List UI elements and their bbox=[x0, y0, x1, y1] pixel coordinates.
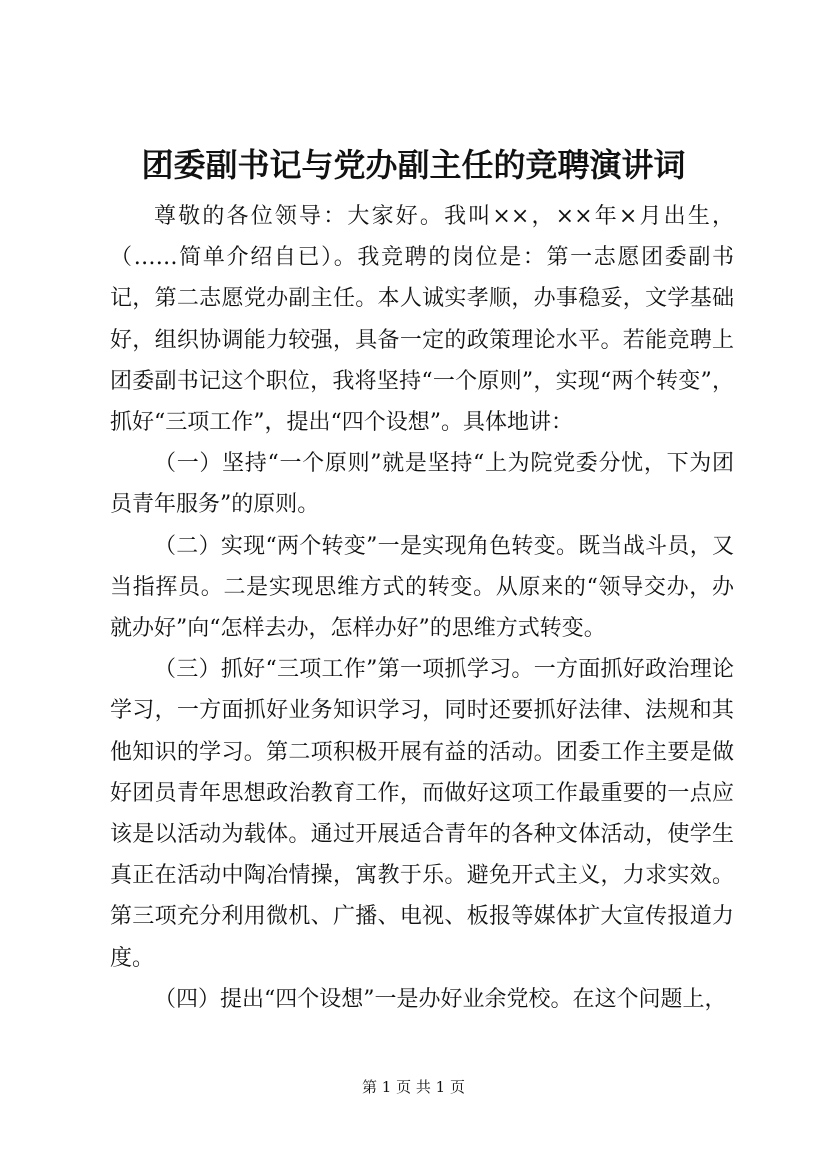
paragraph-opening: 尊敬的各位领导：大家好。我叫××，××年×月出生，（……简单介绍自已）。我竞聘的岗位是：第一志愿团委副书记，第二志愿党办副主任。本人诚实孝顺，办事稳妥，文学基础好，组织协调能力较强，具备一定的政策理论水平。若能竞聘上团委副书记这个职位，我将坚持“一个原则”，实现“两个转变”，抓好“三项工作”，提出“四个设想”。具体地讲： bbox=[110, 204, 734, 436]
paragraph-principle: （一）坚持“一个原则”就是坚持“上为院党委分忧，下为团员青年服务”的原则。 bbox=[110, 451, 734, 518]
document-title: 团委副书记与党办副主任的竞聘演讲词 bbox=[141, 146, 686, 184]
paragraph-three-tasks: （三）抓好“三项工作”第一项抓学习。一方面抓好政治理论学习，一方面抓好业务知识学习，同时还要抓好法律、法规和其他知识的学习。第二项积极开展有益的活动。团委工作主要是做好团员青年思想政治教育工作，而做好这项工作最重要的一点应该是以活动为载体。通过开展适合青年的各种文体活动，使学生真正在活动中陶冶情操，寓教于乐。避免开式主义，力求实效。第三项充分利用微机、广播、电视、板报等媒体扩大宣传报道力度。 bbox=[110, 657, 734, 971]
paragraph-four-ideas: （四）提出“四个设想”一是办好业余党校。在这个问题上， bbox=[154, 986, 727, 1012]
paragraph-transitions: （二）实现“两个转变”一是实现角色转变。既当战斗员，又当指挥员。二是实现思维方式的转变。从原来的“领导交办，办就办好”向“怎样去办，怎样办好”的思维方式转变。 bbox=[110, 533, 734, 642]
document-body bbox=[110, 196, 734, 1020]
page-footer: 第 1 页 共 1 页 bbox=[362, 1078, 465, 1096]
